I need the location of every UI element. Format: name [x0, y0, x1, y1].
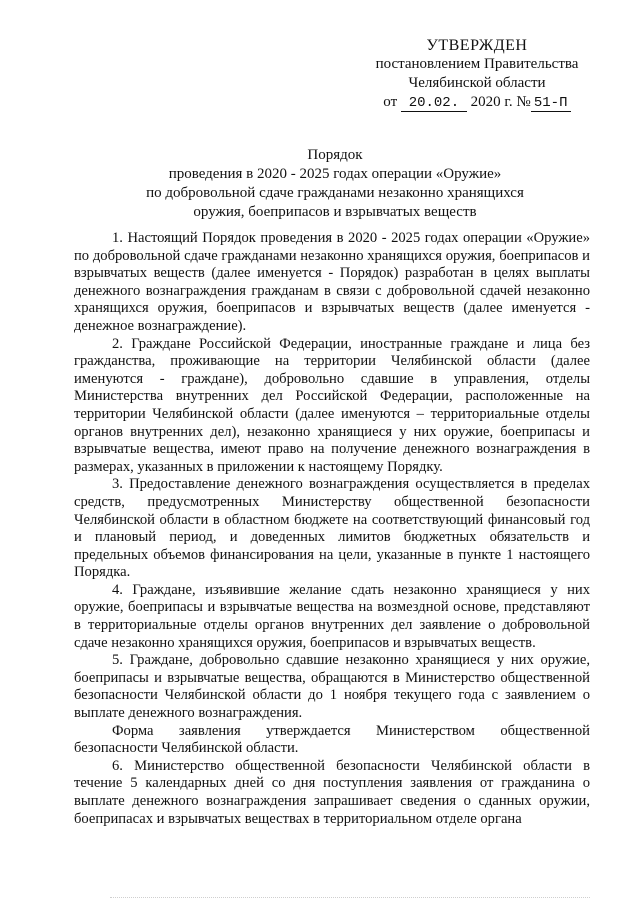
document-title — [80, 146, 590, 222]
document-body — [74, 230, 590, 828]
approval-line-2: Челябинской области — [408, 75, 546, 91]
approval-number: 51-П — [531, 95, 571, 112]
approval-stamp — [372, 36, 582, 112]
title-line-3: по добровольной сдаче гражданами незаконно хранящихся — [146, 185, 524, 201]
title-line-2: проведения в 2020 - 2025 годах операции «Оружие» — [168, 166, 502, 182]
year-text: 2020 г. № — [470, 94, 531, 110]
approval-line-1: постановлением Правительства — [375, 56, 579, 72]
paragraph-1: 1. Настоящий Порядок проведения в 2020 - 2025 годах операции «Оружие» по добровольной сдаче гражданами незаконно хранящихся оружия, боеприпасов и взрывчатых веществ (далее именуется - Порядок) разработан в целях выплаты денежного вознаграждения гражданам в связи с добровольной сдачей незаконно хранящихся оружия, боеприпасов и взрывчатых веществ (далее именуется - денежное вознаграждение). — [74, 230, 590, 334]
approval-date: 20.02. — [401, 95, 467, 112]
paragraph-3: 3. Предоставление денежного вознаграждения осуществляется в пределах средств, предусмотренных Министерству общественной безопасности Челябинской области в областном бюджете на соответствующий финансовый год и плановый период, и доведенных лимитов бюджетных обязательств и предельных объемов финансирования на цели, указанные в пункте 1 настоящего Порядка. — [74, 476, 590, 581]
date-prefix: от — [383, 94, 398, 110]
title-line-1: Порядок — [307, 147, 363, 163]
paragraph-5-form: Форма заявления утверждается Министерством общественной безопасности Челябинской области. — [74, 722, 590, 757]
paragraph-4: 4. Граждане, изъявившие желание сдать незаконно хранящиеся у них оружие, боеприпасы и взрывчатые вещества на возмездной основе, представляют в территориальные отделы органов внутренних дел заявление о добровольной сдаче незаконно хранящихся оружия, боеприпасов и взрывчатых веществ. — [74, 581, 590, 651]
approval-title: УТВЕРЖДЕН — [426, 37, 528, 54]
paragraph-2: 2. Граждане Российской Федерации, иностранные граждане и лица без гражданства, проживающие на территории Челябинской области (далее именуются - граждане), добровольно сдавшие в управления, отделы Министерства внутренних дел Российской Федерации, расположенные на территории Челябинской области (далее именуются – территориальные отделы органов внутренних дел), незаконно хранящиеся у них оружие, боеприпасы и взрывчатые вещества, имеют право на получение денежного вознаграждения в размерах, указанных в приложении к настоящему Порядку. — [74, 335, 590, 475]
title-line-4: оружия, боеприпасов и взрывчатых веществ — [193, 204, 477, 220]
approval-date-line — [372, 93, 582, 112]
paragraph-5: 5. Граждане, добровольно сдавшие незаконно хранящиеся у них оружие, боеприпасы и взрывчатые вещества, обращаются в Министерство общественной безопасности Челябинской области до 1 ноября текущего года с заявлением о выплате денежного вознаграждения. — [74, 652, 590, 722]
paragraph-6: 6. Министерство общественной безопасности Челябинской области в течение 5 календарных дней со дня поступления заявления от гражданина о выплате денежного вознаграждения запрашивает сведения о сданных оружии, боеприпасах и взрывчатых веществах в территориальном отделе органа — [74, 757, 590, 827]
scan-edge-mark — [110, 897, 590, 899]
